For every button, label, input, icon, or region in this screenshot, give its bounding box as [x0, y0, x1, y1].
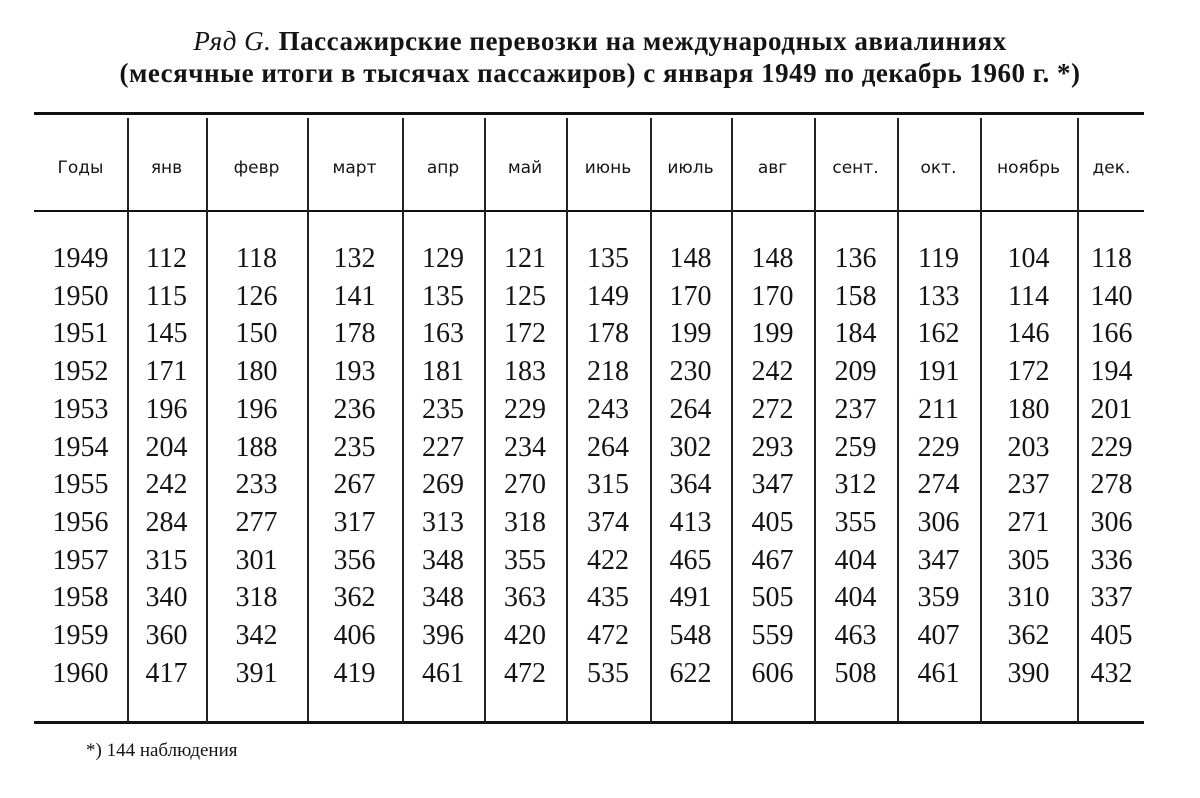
value-cell: 302: [669, 432, 712, 463]
header-month: авг: [757, 158, 788, 178]
header-month: сент.: [832, 158, 879, 178]
table-row: [0, 582, 1200, 618]
value-cell: 355: [834, 507, 877, 538]
value-cell: 364: [669, 469, 712, 500]
value-cell: 229: [917, 432, 960, 463]
year-cell: 1958: [52, 582, 109, 613]
year-cell: 1950: [52, 281, 109, 312]
value-cell: 233: [235, 469, 278, 500]
header-month: февр: [233, 158, 280, 178]
value-cell: 362: [1007, 620, 1050, 651]
value-cell: 422: [587, 545, 629, 576]
value-cell: 135: [422, 281, 464, 312]
table-row: [0, 507, 1200, 543]
value-cell: 196: [235, 394, 278, 425]
value-cell: 271: [1007, 507, 1050, 538]
value-cell: 236: [333, 394, 376, 425]
value-cell: 132: [333, 243, 376, 274]
value-cell: 274: [917, 469, 960, 500]
value-cell: 407: [917, 620, 960, 651]
value-cell: 318: [235, 582, 278, 613]
header-rule: [34, 210, 1144, 212]
value-cell: 178: [587, 318, 629, 349]
value-cell: 184: [834, 318, 877, 349]
value-cell: 548: [669, 620, 712, 651]
value-cell: 229: [504, 394, 546, 425]
value-cell: 264: [669, 394, 712, 425]
year-cell: 1959: [52, 620, 109, 651]
value-cell: 336: [1090, 545, 1133, 576]
year-cell: 1957: [52, 545, 109, 576]
value-cell: 435: [587, 582, 629, 613]
value-cell: 118: [236, 243, 277, 274]
year-cell: 1952: [52, 356, 109, 387]
value-cell: 118: [1091, 243, 1132, 274]
header-month: март: [332, 158, 377, 178]
table-row: [0, 620, 1200, 656]
value-cell: 347: [917, 545, 960, 576]
value-cell: 362: [333, 582, 376, 613]
value-cell: 360: [145, 620, 188, 651]
value-cell: 133: [917, 281, 960, 312]
header-month: июль: [667, 158, 714, 178]
value-cell: 465: [669, 545, 712, 576]
footnote: *) 144 наблюдения: [86, 740, 238, 761]
value-cell: 405: [751, 507, 794, 538]
value-cell: 277: [235, 507, 278, 538]
value-cell: 396: [422, 620, 464, 651]
value-cell: 178: [333, 318, 376, 349]
top-rule: [34, 112, 1144, 115]
value-cell: 472: [504, 658, 546, 689]
value-cell: 417: [145, 658, 188, 689]
table-row: [0, 545, 1200, 581]
value-cell: 467: [751, 545, 794, 576]
table-row: [0, 243, 1200, 279]
value-cell: 622: [669, 658, 712, 689]
value-cell: 203: [1007, 432, 1050, 463]
value-cell: 229: [1090, 432, 1133, 463]
value-cell: 199: [751, 318, 794, 349]
value-cell: 420: [504, 620, 546, 651]
value-cell: 269: [422, 469, 464, 500]
table-title-line-2: (месячные итоги в тысячах пассажиров) с января 1949 по декабрь 1960 г. *): [119, 58, 1081, 88]
year-cell: 1951: [52, 318, 109, 349]
year-cell: 1960: [52, 658, 109, 689]
value-cell: 413: [669, 507, 712, 538]
value-cell: 505: [751, 582, 794, 613]
value-cell: 227: [422, 432, 464, 463]
value-cell: 237: [1007, 469, 1050, 500]
value-cell: 272: [751, 394, 794, 425]
value-cell: 193: [333, 356, 376, 387]
value-cell: 243: [587, 394, 629, 425]
table-row: [0, 469, 1200, 505]
value-cell: 508: [834, 658, 877, 689]
value-cell: 293: [751, 432, 794, 463]
value-cell: 121: [504, 243, 546, 274]
value-cell: 278: [1090, 469, 1133, 500]
value-cell: 317: [333, 507, 376, 538]
value-cell: 201: [1090, 394, 1133, 425]
value-cell: 270: [504, 469, 546, 500]
value-cell: 315: [587, 469, 629, 500]
table-title-line-1: [0, 26, 1200, 57]
value-cell: 188: [235, 432, 278, 463]
value-cell: 312: [834, 469, 877, 500]
value-cell: 112: [146, 243, 187, 274]
value-cell: 306: [1090, 507, 1133, 538]
value-cell: 150: [235, 318, 278, 349]
value-cell: 148: [751, 243, 794, 274]
value-cell: 149: [587, 281, 629, 312]
value-cell: 318: [504, 507, 546, 538]
value-cell: 491: [669, 582, 712, 613]
value-cell: 432: [1090, 658, 1133, 689]
value-cell: 472: [587, 620, 629, 651]
value-cell: 119: [918, 243, 959, 274]
value-cell: 163: [422, 318, 464, 349]
value-cell: 148: [669, 243, 712, 274]
bottom-rule: [34, 721, 1144, 724]
title-text: Пассажирские перевозки на международных авиалиниях: [271, 26, 1007, 56]
header-years: Годы: [57, 158, 104, 178]
table-row: [0, 318, 1200, 354]
year-cell: 1956: [52, 507, 109, 538]
value-cell: 125: [504, 281, 546, 312]
value-cell: 461: [422, 658, 464, 689]
value-cell: 172: [1007, 356, 1050, 387]
value-cell: 218: [587, 356, 629, 387]
header-month: ноябрь: [996, 158, 1061, 178]
value-cell: 267: [333, 469, 376, 500]
header-month: июнь: [584, 158, 632, 178]
value-cell: 374: [587, 507, 629, 538]
table-row: [0, 432, 1200, 468]
value-cell: 140: [1090, 281, 1133, 312]
value-cell: 348: [422, 545, 464, 576]
value-cell: 337: [1090, 582, 1133, 613]
value-cell: 535: [587, 658, 629, 689]
value-cell: 162: [917, 318, 960, 349]
value-cell: 306: [917, 507, 960, 538]
value-cell: 419: [333, 658, 376, 689]
value-cell: 135: [587, 243, 629, 274]
value-cell: 310: [1007, 582, 1050, 613]
value-cell: 242: [751, 356, 794, 387]
year-cell: 1949: [52, 243, 109, 274]
value-cell: 355: [504, 545, 546, 576]
value-cell: 406: [333, 620, 376, 651]
header-month: окт.: [920, 158, 957, 178]
value-cell: 166: [1090, 318, 1133, 349]
table-row: [0, 658, 1200, 694]
value-cell: 211: [918, 394, 959, 425]
year-cell: 1953: [52, 394, 109, 425]
value-cell: 230: [669, 356, 712, 387]
value-cell: 170: [751, 281, 794, 312]
value-cell: 129: [422, 243, 464, 274]
table-row: [0, 394, 1200, 430]
series-label: Ряд G.: [193, 26, 272, 56]
value-cell: 259: [834, 432, 877, 463]
value-cell: 158: [834, 281, 877, 312]
value-cell: 136: [834, 243, 877, 274]
value-cell: 559: [751, 620, 794, 651]
value-cell: 363: [504, 582, 546, 613]
value-cell: 391: [235, 658, 278, 689]
value-cell: 348: [422, 582, 464, 613]
value-cell: 284: [145, 507, 188, 538]
value-cell: 356: [333, 545, 376, 576]
value-cell: 359: [917, 582, 960, 613]
value-cell: 170: [669, 281, 712, 312]
header-month: янв: [150, 158, 183, 178]
value-cell: 180: [235, 356, 278, 387]
value-cell: 235: [333, 432, 376, 463]
value-cell: 191: [917, 356, 960, 387]
value-cell: 104: [1007, 243, 1050, 274]
value-cell: 204: [145, 432, 188, 463]
value-cell: 313: [422, 507, 464, 538]
value-cell: 237: [834, 394, 877, 425]
value-cell: 115: [146, 281, 187, 312]
value-cell: 264: [587, 432, 629, 463]
year-cell: 1954: [52, 432, 109, 463]
value-cell: 234: [504, 432, 546, 463]
value-cell: 199: [669, 318, 712, 349]
header-month: май: [507, 158, 543, 178]
value-cell: 180: [1007, 394, 1050, 425]
value-cell: 342: [235, 620, 278, 651]
value-cell: 114: [1008, 281, 1049, 312]
value-cell: 145: [145, 318, 188, 349]
value-cell: 301: [235, 545, 278, 576]
value-cell: 404: [834, 582, 877, 613]
value-cell: 463: [834, 620, 877, 651]
value-cell: 305: [1007, 545, 1050, 576]
value-cell: 181: [422, 356, 464, 387]
value-cell: 606: [751, 658, 794, 689]
value-cell: 196: [145, 394, 188, 425]
value-cell: 126: [235, 281, 278, 312]
value-cell: 404: [834, 545, 877, 576]
year-cell: 1955: [52, 469, 109, 500]
value-cell: 235: [422, 394, 464, 425]
value-cell: 340: [145, 582, 188, 613]
value-cell: 146: [1007, 318, 1050, 349]
table-row: [0, 356, 1200, 392]
header-month: дек.: [1092, 158, 1131, 178]
value-cell: 405: [1090, 620, 1133, 651]
value-cell: 172: [504, 318, 546, 349]
value-cell: 194: [1090, 356, 1133, 387]
value-cell: 461: [917, 658, 960, 689]
value-cell: 183: [504, 356, 546, 387]
value-cell: 315: [145, 545, 188, 576]
value-cell: 390: [1007, 658, 1050, 689]
value-cell: 347: [751, 469, 794, 500]
table-row: [0, 281, 1200, 317]
header-month: апр: [426, 158, 460, 178]
value-cell: 171: [145, 356, 188, 387]
value-cell: 242: [145, 469, 188, 500]
value-cell: 141: [333, 281, 376, 312]
value-cell: 209: [834, 356, 877, 387]
